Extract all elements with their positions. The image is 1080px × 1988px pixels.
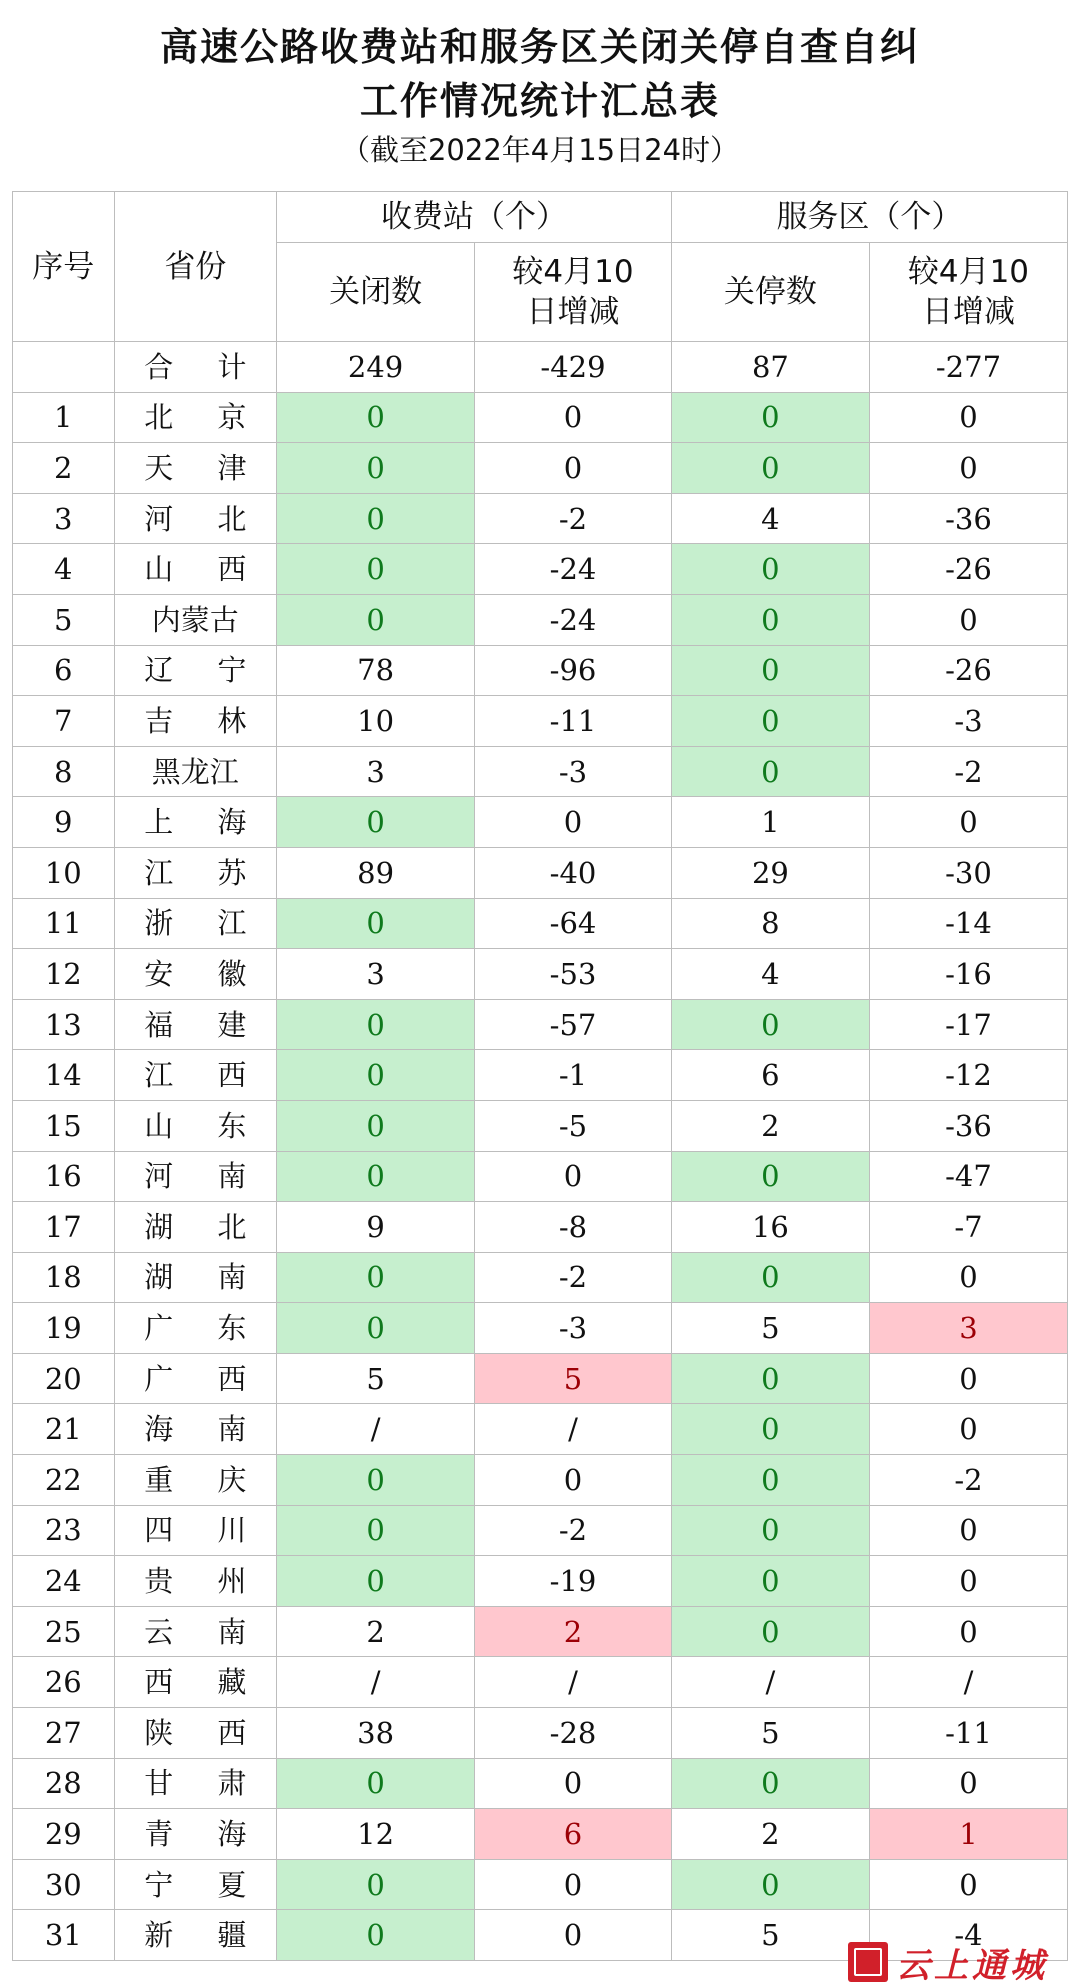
row-toll-change: 2 [475, 1606, 672, 1657]
row-toll-closed: 0 [277, 1556, 475, 1607]
row-toll-closed: / [277, 1404, 475, 1455]
row-seq: 1 [13, 392, 115, 443]
row-toll-change: -3 [475, 746, 672, 797]
total-toll-change: -429 [475, 342, 672, 393]
row-toll-change: 0 [475, 1758, 672, 1809]
row-service-closed: 0 [671, 443, 869, 494]
row-seq: 13 [13, 999, 115, 1050]
row-service-closed: 0 [671, 1455, 869, 1506]
row-toll-change: -96 [475, 645, 672, 696]
row-toll-change: -3 [475, 1303, 672, 1354]
row-service-change: 0 [869, 1353, 1067, 1404]
row-service-closed: 2 [671, 1100, 869, 1151]
row-province: 浙 江 [114, 898, 277, 949]
row-seq: 24 [13, 1556, 115, 1607]
row-toll-closed: 0 [277, 999, 475, 1050]
table-row [13, 999, 1068, 1050]
row-service-change: -14 [869, 898, 1067, 949]
row-service-closed: 1 [671, 797, 869, 848]
row-toll-closed: 0 [277, 1252, 475, 1303]
row-service-closed: 0 [671, 1606, 869, 1657]
row-toll-closed: 0 [277, 797, 475, 848]
row-toll-change: -24 [475, 544, 672, 595]
row-toll-closed: 0 [277, 392, 475, 443]
row-province: 辽 宁 [114, 645, 277, 696]
row-province: 山 东 [114, 1100, 277, 1151]
row-seq: 5 [13, 594, 115, 645]
table-row [13, 898, 1068, 949]
row-service-closed: 0 [671, 392, 869, 443]
row-service-closed: 0 [671, 1556, 869, 1607]
row-service-change: 0 [869, 1758, 1067, 1809]
row-toll-change: 0 [475, 443, 672, 494]
row-seq: 14 [13, 1050, 115, 1101]
row-service-change: 0 [869, 594, 1067, 645]
table-row [13, 1606, 1068, 1657]
table-row [13, 696, 1068, 747]
row-toll-change: 0 [475, 1455, 672, 1506]
page-subtitle: （截至2022年4月15日24时） [340, 133, 740, 167]
row-service-change: -26 [869, 645, 1067, 696]
row-toll-closed: 78 [277, 645, 475, 696]
row-seq: 25 [13, 1606, 115, 1657]
row-toll-closed: 10 [277, 696, 475, 747]
row-service-change: 3 [869, 1303, 1067, 1354]
row-service-change: -36 [869, 1100, 1067, 1151]
row-province: 安 徽 [114, 949, 277, 1000]
row-province: 河 北 [114, 493, 277, 544]
row-toll-closed: 89 [277, 847, 475, 898]
row-seq: 26 [13, 1657, 115, 1708]
row-toll-closed: 38 [277, 1708, 475, 1759]
row-service-closed: 0 [671, 645, 869, 696]
table-row [13, 594, 1068, 645]
row-toll-change: -28 [475, 1708, 672, 1759]
table-row [13, 1404, 1068, 1455]
table-row [13, 1657, 1068, 1708]
row-toll-closed: 0 [277, 1505, 475, 1556]
table-row [13, 1050, 1068, 1101]
row-toll-change: 0 [475, 1859, 672, 1910]
row-toll-closed: 12 [277, 1809, 475, 1860]
table-row [13, 1708, 1068, 1759]
row-toll-change: -40 [475, 847, 672, 898]
page-title-line2: 工作情况统计汇总表 [359, 79, 720, 123]
row-province: 青 海 [114, 1809, 277, 1860]
row-toll-change: 0 [475, 1910, 672, 1961]
header-province: 省份 [114, 192, 277, 342]
row-service-closed: 0 [671, 1859, 869, 1910]
total-label: 合 计 [114, 342, 277, 393]
row-province: 山 西 [114, 544, 277, 595]
table-row [13, 493, 1068, 544]
row-service-closed: 0 [671, 746, 869, 797]
row-seq: 27 [13, 1708, 115, 1759]
row-service-closed: 0 [671, 696, 869, 747]
row-toll-closed: 0 [277, 1859, 475, 1910]
row-seq: 8 [13, 746, 115, 797]
row-seq: 17 [13, 1202, 115, 1253]
total-toll-closed: 249 [277, 342, 475, 393]
row-toll-closed: 0 [277, 1303, 475, 1354]
row-seq: 31 [13, 1910, 115, 1961]
row-service-closed: 16 [671, 1202, 869, 1253]
row-service-closed: 5 [671, 1708, 869, 1759]
row-province: 湖 南 [114, 1252, 277, 1303]
row-seq: 16 [13, 1151, 115, 1202]
row-service-closed: 0 [671, 1151, 869, 1202]
row-service-change: 0 [869, 443, 1067, 494]
table-row [13, 1556, 1068, 1607]
row-province: 福 建 [114, 999, 277, 1050]
row-province: 北 京 [114, 392, 277, 443]
total-row [13, 342, 1068, 393]
row-seq: 3 [13, 493, 115, 544]
row-service-closed: 0 [671, 1404, 869, 1455]
table-row [13, 1758, 1068, 1809]
table-row [13, 1202, 1068, 1253]
row-service-change: -2 [869, 746, 1067, 797]
table-row [13, 544, 1068, 595]
row-service-change: -26 [869, 544, 1067, 595]
table-row [13, 1353, 1068, 1404]
row-province: 云 南 [114, 1606, 277, 1657]
row-service-closed: 0 [671, 544, 869, 595]
row-toll-closed: 0 [277, 1100, 475, 1151]
row-seq: 15 [13, 1100, 115, 1151]
row-province: 陕 西 [114, 1708, 277, 1759]
row-service-change: -3 [869, 696, 1067, 747]
row-service-closed: / [671, 1657, 869, 1708]
row-service-closed: 5 [671, 1910, 869, 1961]
row-province: 内蒙古 [114, 594, 277, 645]
row-service-change: -17 [869, 999, 1067, 1050]
row-service-change: 0 [869, 1859, 1067, 1910]
row-seq: 18 [13, 1252, 115, 1303]
row-toll-change: -5 [475, 1100, 672, 1151]
row-toll-closed: 0 [277, 594, 475, 645]
seal-icon [848, 1942, 888, 1982]
row-seq: 20 [13, 1353, 115, 1404]
row-province: 海 南 [114, 1404, 277, 1455]
row-seq: 2 [13, 443, 115, 494]
row-toll-closed: 0 [277, 1151, 475, 1202]
row-toll-change: -1 [475, 1050, 672, 1101]
row-service-change: 1 [869, 1809, 1067, 1860]
row-toll-closed: 0 [277, 1910, 475, 1961]
row-seq: 30 [13, 1859, 115, 1910]
row-province: 江 苏 [114, 847, 277, 898]
row-service-change: -7 [869, 1202, 1067, 1253]
table-row [13, 1151, 1068, 1202]
table-row [13, 1809, 1068, 1860]
row-toll-change: -2 [475, 493, 672, 544]
watermark-text: 云上通城 [896, 1945, 1048, 1986]
row-service-change: -30 [869, 847, 1067, 898]
watermark-logo [848, 1940, 1058, 1984]
table-row [13, 1303, 1068, 1354]
row-service-closed: 0 [671, 1758, 869, 1809]
row-service-closed: 0 [671, 1353, 869, 1404]
row-toll-closed: 0 [277, 1758, 475, 1809]
row-toll-change: -11 [475, 696, 672, 747]
row-province: 广 东 [114, 1303, 277, 1354]
row-toll-change: -24 [475, 594, 672, 645]
row-toll-change: -53 [475, 949, 672, 1000]
row-province: 贵 州 [114, 1556, 277, 1607]
row-province: 新 疆 [114, 1910, 277, 1961]
row-toll-change: -19 [475, 1556, 672, 1607]
row-province: 甘 肃 [114, 1758, 277, 1809]
row-toll-change: / [475, 1657, 672, 1708]
row-seq: 10 [13, 847, 115, 898]
row-seq: 4 [13, 544, 115, 595]
row-service-change: 0 [869, 1252, 1067, 1303]
row-service-change: -16 [869, 949, 1067, 1000]
row-toll-change: 5 [475, 1353, 672, 1404]
row-service-change: -2 [869, 1455, 1067, 1506]
row-toll-closed: 0 [277, 493, 475, 544]
row-toll-change: 6 [475, 1809, 672, 1860]
table-row [13, 443, 1068, 494]
table-row [13, 392, 1068, 443]
row-service-closed: 2 [671, 1809, 869, 1860]
row-province: 四 川 [114, 1505, 277, 1556]
row-toll-closed: 0 [277, 443, 475, 494]
row-service-change: / [869, 1657, 1067, 1708]
header-toll-closed: 关闭数 [277, 243, 475, 342]
header-service-closed: 关停数 [671, 243, 869, 342]
header-seq: 序号 [13, 192, 115, 342]
row-service-change: 0 [869, 1404, 1067, 1455]
row-province: 黑龙江 [114, 746, 277, 797]
row-service-closed: 29 [671, 847, 869, 898]
table-row [13, 1859, 1068, 1910]
row-province: 重 庆 [114, 1455, 277, 1506]
row-toll-change: 0 [475, 392, 672, 443]
row-toll-change: -2 [475, 1505, 672, 1556]
row-service-change: 0 [869, 392, 1067, 443]
row-toll-closed: 2 [277, 1606, 475, 1657]
table-row [13, 949, 1068, 1000]
row-service-change: -12 [869, 1050, 1067, 1101]
row-service-closed: 4 [671, 949, 869, 1000]
table-row [13, 645, 1068, 696]
statistics-table [12, 191, 1068, 1961]
row-seq: 6 [13, 645, 115, 696]
row-toll-closed: 0 [277, 898, 475, 949]
row-seq: 12 [13, 949, 115, 1000]
row-seq: 7 [13, 696, 115, 747]
row-toll-change: -64 [475, 898, 672, 949]
total-seq [13, 342, 115, 393]
row-province: 河 南 [114, 1151, 277, 1202]
row-service-change: -36 [869, 493, 1067, 544]
row-service-closed: 6 [671, 1050, 869, 1101]
row-toll-closed: 0 [277, 544, 475, 595]
row-service-change: -47 [869, 1151, 1067, 1202]
row-service-closed: 0 [671, 999, 869, 1050]
total-service-closed: 87 [671, 342, 869, 393]
row-seq: 28 [13, 1758, 115, 1809]
table-row [13, 1505, 1068, 1556]
row-toll-change: / [475, 1404, 672, 1455]
row-toll-closed: 3 [277, 746, 475, 797]
header-toll-group: 收费站（个） [277, 192, 672, 243]
total-service-change: -277 [869, 342, 1067, 393]
row-province: 天 津 [114, 443, 277, 494]
row-toll-closed: 9 [277, 1202, 475, 1253]
row-seq: 21 [13, 1404, 115, 1455]
row-toll-closed: / [277, 1657, 475, 1708]
row-service-change: -4 [869, 1910, 1067, 1961]
row-toll-change: -57 [475, 999, 672, 1050]
row-toll-change: -2 [475, 1252, 672, 1303]
row-toll-change: 0 [475, 1151, 672, 1202]
row-province: 江 西 [114, 1050, 277, 1101]
row-seq: 9 [13, 797, 115, 848]
row-toll-closed: 3 [277, 949, 475, 1000]
row-toll-closed: 0 [277, 1050, 475, 1101]
row-service-change: 0 [869, 1505, 1067, 1556]
row-province: 西 藏 [114, 1657, 277, 1708]
row-seq: 29 [13, 1809, 115, 1860]
header-service-group: 服务区（个） [671, 192, 1067, 243]
row-province: 湖 北 [114, 1202, 277, 1253]
table-row [13, 1100, 1068, 1151]
table-row [13, 847, 1068, 898]
row-province: 上 海 [114, 797, 277, 848]
table-row [13, 746, 1068, 797]
row-province: 吉 林 [114, 696, 277, 747]
row-seq: 19 [13, 1303, 115, 1354]
row-province: 广 西 [114, 1353, 277, 1404]
row-province: 宁 夏 [114, 1859, 277, 1910]
row-toll-closed: 0 [277, 1455, 475, 1506]
row-seq: 22 [13, 1455, 115, 1506]
page-title-line1: 高速公路收费站和服务区关闭关停自查自纠 [159, 25, 920, 69]
row-service-closed: 0 [671, 1252, 869, 1303]
row-service-closed: 0 [671, 1505, 869, 1556]
row-service-closed: 5 [671, 1303, 869, 1354]
table-body [13, 342, 1068, 1961]
row-toll-change: -8 [475, 1202, 672, 1253]
row-toll-change: 0 [475, 797, 672, 848]
row-service-closed: 0 [671, 594, 869, 645]
table-row [13, 1455, 1068, 1506]
row-service-change: 0 [869, 1606, 1067, 1657]
header-toll-change: 较4月10日增减 [475, 243, 672, 342]
row-service-change: 0 [869, 1556, 1067, 1607]
row-service-closed: 4 [671, 493, 869, 544]
row-seq: 11 [13, 898, 115, 949]
row-service-change: -11 [869, 1708, 1067, 1759]
row-toll-closed: 5 [277, 1353, 475, 1404]
row-seq: 23 [13, 1505, 115, 1556]
header-service-change: 较4月10日增减 [869, 243, 1067, 342]
table-row [13, 1252, 1068, 1303]
table-row [13, 797, 1068, 848]
row-service-closed: 8 [671, 898, 869, 949]
row-service-change: 0 [869, 797, 1067, 848]
